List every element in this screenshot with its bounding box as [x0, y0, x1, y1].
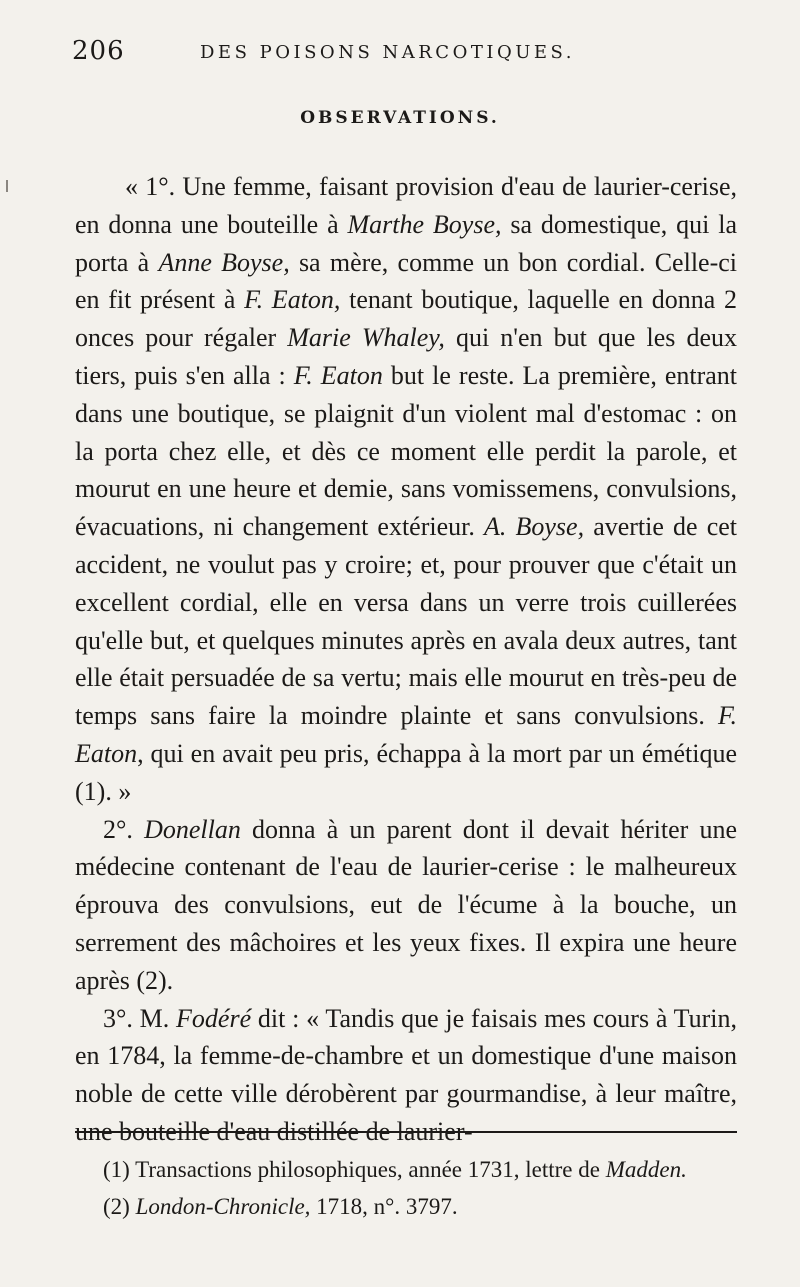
person-name: F. Eaton — [293, 360, 383, 390]
running-title: DES POISONS NARCOTIQUES. — [200, 42, 575, 63]
person-name: Anne Boyse, — [158, 247, 290, 277]
footnote-1 — [75, 1154, 737, 1185]
text-run: tenant boutique, laquelle en donna 2 onces pour régaler — [75, 285, 738, 353]
page-number: 206 — [72, 36, 125, 66]
text-run: sa mère, comme un bon cordial. Celle-ci en fit présent à — [75, 247, 738, 315]
person-name: Marthe Boyse, — [347, 209, 502, 239]
main-text — [75, 168, 737, 1151]
person-name: A. Boyse, — [483, 512, 585, 542]
text-run: qui n'en but que les deux tiers, puis s'en alla : — [75, 323, 737, 390]
footnote-rule — [75, 1131, 737, 1133]
person-name: Fodéré — [176, 1003, 252, 1033]
scan-mark — [6, 180, 8, 192]
text-run: (2) — [103, 1194, 136, 1219]
text-run: (1) Transactions philosophiques, année 1731, lettre de — [103, 1157, 606, 1182]
person-name: F. Eaton, — [244, 285, 341, 315]
observation-2 — [75, 811, 737, 1000]
text-run: 1718, n°. 3797. — [310, 1194, 458, 1219]
text-run: but le reste. La première, entrant dans une boutique, se plaignit d'un violent mal d'estomac : on la porta chez elle, et dès ce moment elle perdit la parole, et mourut en une heure et demie, sans vomissemens, convulsions, évacuations, ni changement extérieur. — [75, 360, 738, 542]
person-name: Donellan — [144, 814, 241, 844]
text-run: avertie de cet accident, ne voulut pas y croire; et, pour prouver que c'était un excellent cordial, elle en versa dans un verre trois cuillerées qu'elle but, et quelques minutes après en avala deux autres, tant elle était persuadée de sa vertu; mais elle mourut en très-peu de temps sans faire la moindre plainte et sans convulsions. — [75, 512, 737, 731]
footnotes — [75, 1154, 737, 1228]
person-name: F. Eaton — [75, 701, 737, 768]
text-run: dit : « Tandis que je faisais mes cours à Turin, en 1784, la femme-de-chambre et un domestique d'une maison noble de cette ville dérobèrent par gourmandise, à leur maître, une bouteille d'eau distillée de laurier- — [75, 1003, 738, 1146]
section-title: OBSERVATIONS. — [300, 108, 500, 128]
observation-3 — [75, 1000, 737, 1151]
observation-number: 2°. — [103, 814, 145, 844]
person-name: Marie Whaley, — [287, 323, 445, 353]
text-run: sa domestique, qui la porta à — [75, 209, 738, 277]
source-title: London-Chronicle, — [135, 1194, 311, 1219]
person-name: Madden. — [605, 1157, 687, 1182]
footnote-2 — [75, 1191, 737, 1222]
text-run: donna à un parent dont il devait hériter une médecine contenant de l'eau de laurier-cerise : le malheureux éprouva des convulsions, eut de l'écume à la bouche, un serrement des mâchoires et les yeux fixes. Il expira une heure après (2). — [75, 814, 738, 995]
text-run: « 1°. Une femme, faisant provision d'eau de laurier-cerise, en donna une bouteille à — [75, 172, 737, 239]
text-run: 3°. M. — [103, 1003, 177, 1033]
observation-1 — [75, 168, 737, 811]
text-run: , qui en avait peu pris, échappa à la mort par un émétique (1). » — [75, 738, 737, 806]
